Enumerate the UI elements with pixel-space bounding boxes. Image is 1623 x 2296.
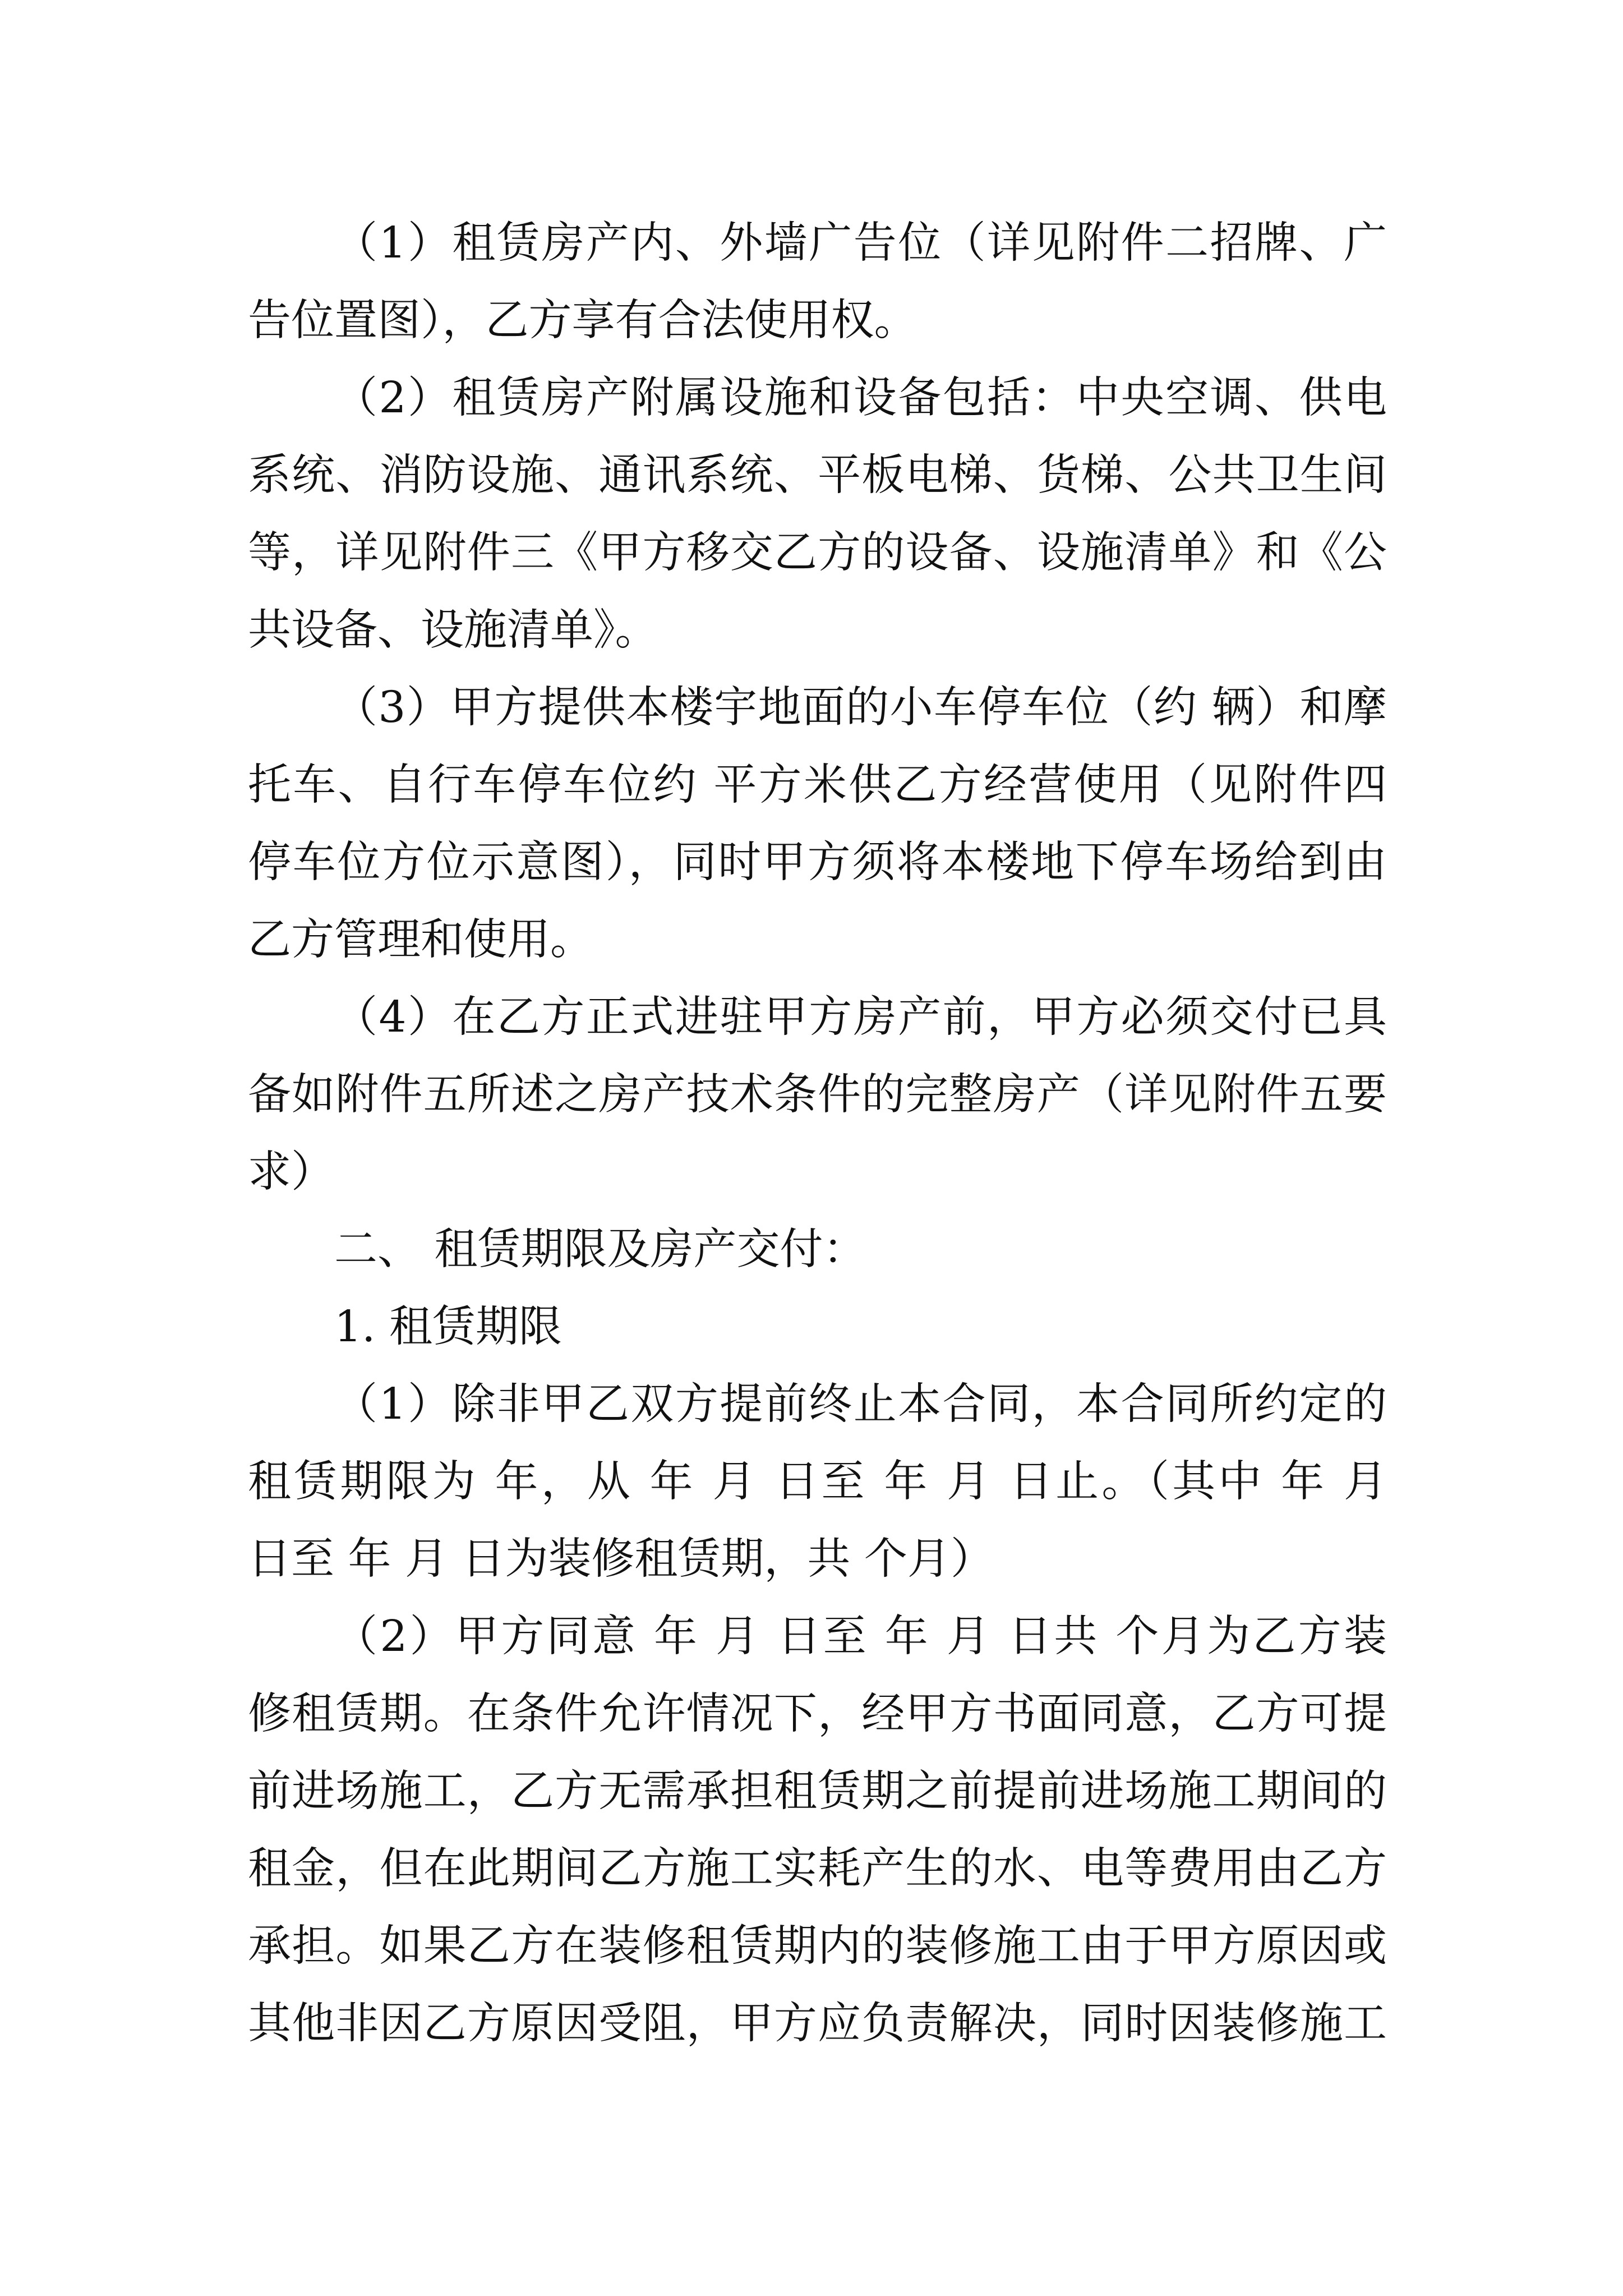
text-line: 停车位方位示意图），同时甲方须将本楼地下停车场给到由 [248, 838, 1387, 887]
text-line: 等，详见附件三《甲方移交乙方的设备、设施清单》和《公 [248, 528, 1387, 578]
text-line: 乙方管理和使用。 [248, 915, 593, 965]
text-line: （3）甲方提供本楼宇地面的小车停车位（约 辆）和摩 [334, 683, 1387, 733]
text-line: 租赁期限为 年，从 年 月 日至 年 月 日止。（其中 年 月 [248, 1457, 1387, 1507]
text-line: 修租赁期。在条件允许情况下，经甲方书面同意，乙方可提 [248, 1689, 1387, 1739]
text-line: 承担。如果乙方在装修租赁期内的装修施工由于甲方原因或 [248, 1921, 1387, 1971]
text-line: 共设备、设施清单》。 [248, 605, 658, 655]
text-line: （1）除非甲乙双方提前终止本合同，本合同所约定的 [334, 1379, 1387, 1429]
text-line: （1）租赁房产内、外墙广告位（详见附件二招牌、广 [334, 218, 1387, 268]
text-line: 其他非因乙方原因受阻，甲方应负责解决，同时因装修施工 [248, 1999, 1387, 2049]
text-line: （4）在乙方正式进驻甲方房产前，甲方必须交付已具 [334, 992, 1387, 1042]
text-line: 前进场施工，乙方无需承担租赁期之前提前进场施工期间的 [248, 1766, 1387, 1816]
text-line: 系统、消防设施、通讯系统、平板电梯、货梯、公共卫生间 [248, 450, 1387, 500]
section-heading: 二、 租赁期限及房产交付： [334, 1225, 866, 1274]
text-line: 备如附件五所述之房产技术条件的完整房产（详见附件五要 [248, 1070, 1387, 1120]
text-line: 托车、自行车停车位约 平方米供乙方经营使用（见附件四 [248, 760, 1387, 810]
text-line: 日至 年 月 日为装修租赁期，共 个月） [248, 1534, 994, 1584]
text-line: 租金，但在此期间乙方施工实耗产生的水、电等费用由乙方 [248, 1844, 1387, 1894]
text-line: （2）租赁房产附属设施和设备包括：中央空调、供电 [334, 373, 1387, 423]
subsection-heading: 1. 租赁期限 [334, 1302, 562, 1352]
text-line: 告位置图），乙方享有合法使用权。 [248, 296, 917, 346]
text-line: （2）甲方同意 年 月 日至 年 月 日共 个月为乙方装 [334, 1612, 1387, 1662]
document-body [248, 205, 1387, 2063]
text-line: 求） [248, 1147, 334, 1197]
